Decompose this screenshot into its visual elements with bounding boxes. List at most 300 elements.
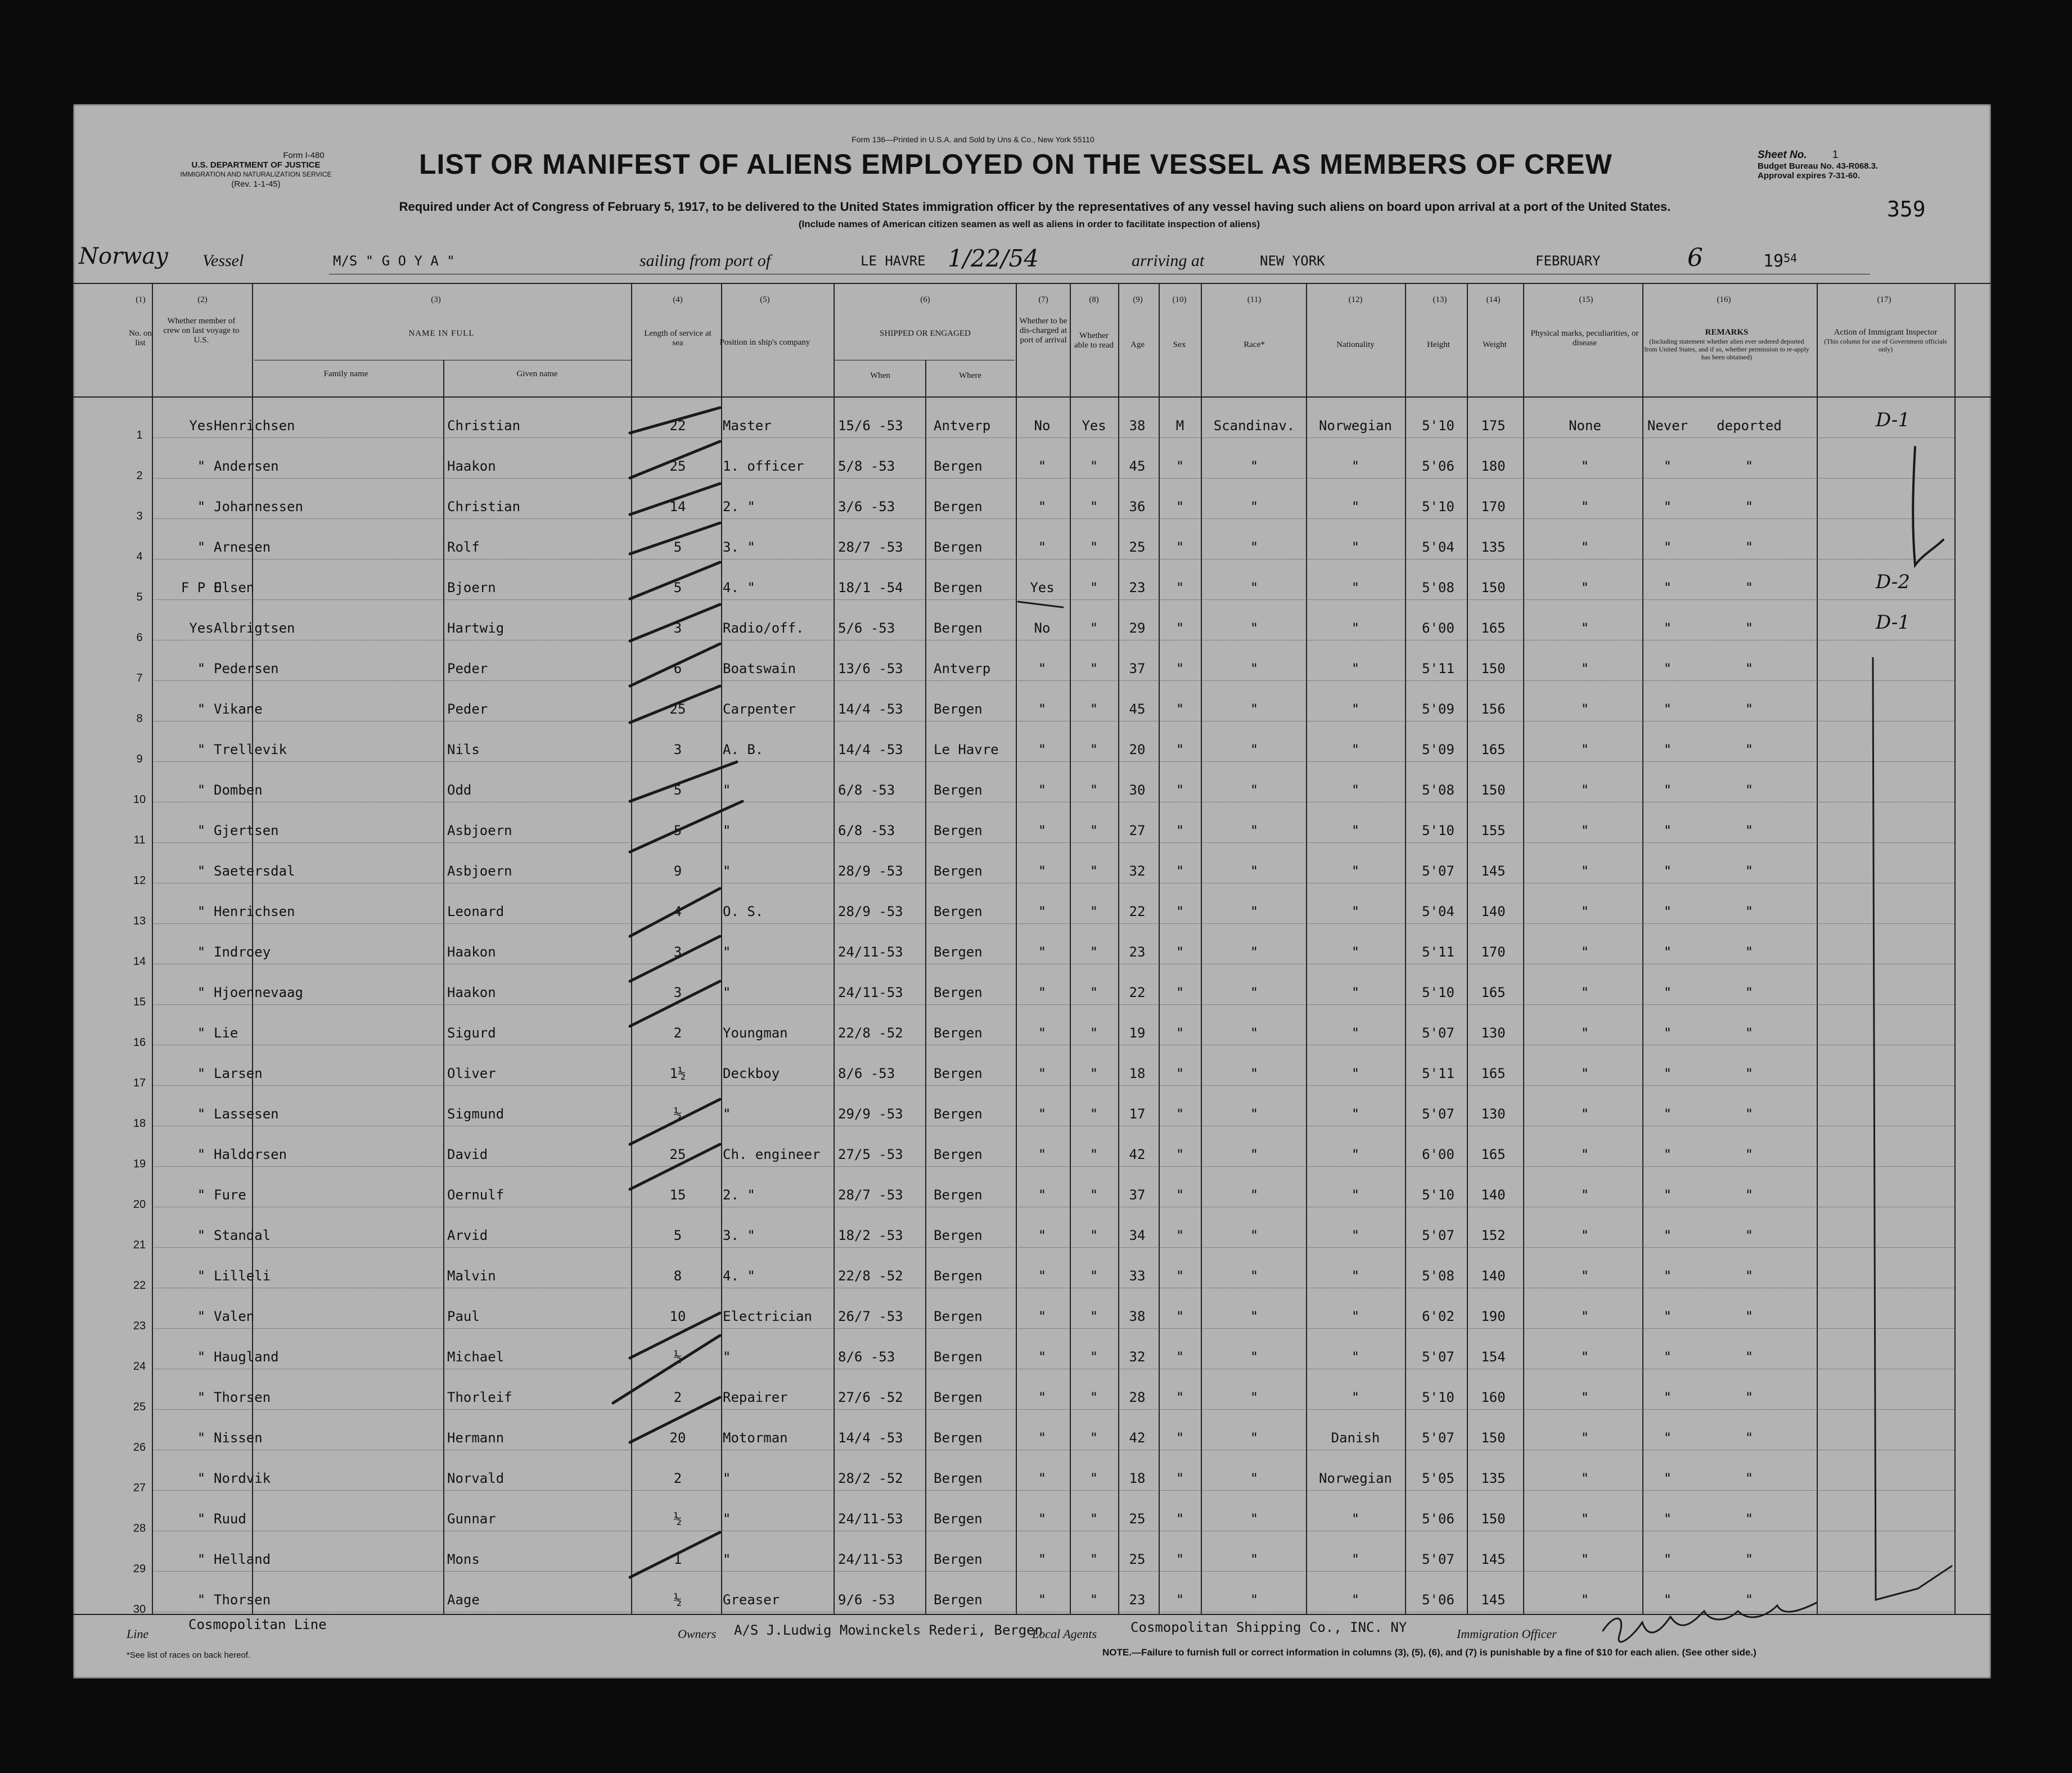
cell-position: ": [723, 1349, 731, 1365]
cell-discharge: No: [1034, 620, 1051, 636]
cell-service: 5: [673, 539, 682, 555]
cell-given: Leonard: [447, 904, 505, 919]
cell-remarks1: ": [1663, 1066, 1672, 1081]
cell-when: 8/6 -53: [838, 1349, 895, 1365]
cell-when: 27/5 -53: [838, 1147, 903, 1162]
cell-given: Thorleif: [447, 1389, 512, 1405]
cell-sex: ": [1175, 985, 1184, 1000]
cell-age: 36: [1129, 499, 1146, 515]
cell-weight: 180: [1481, 458, 1506, 474]
cell-where: Bergen: [934, 701, 983, 717]
col-num-10: (10): [1172, 295, 1187, 304]
cell-height: 5'06: [1422, 1592, 1454, 1608]
cell-remarks1: ": [1663, 1187, 1672, 1203]
action-title: Action of Immigrant Inspector: [1834, 328, 1938, 337]
cell-sex: ": [1175, 458, 1184, 474]
cell-sex: ": [1175, 863, 1184, 879]
cell-family: Thorsen: [214, 1592, 271, 1608]
cell-read: ": [1089, 1349, 1098, 1365]
cell-read: Yes: [1082, 418, 1106, 434]
cell-nationality: ": [1351, 1511, 1360, 1527]
col-num-8: (8): [1089, 295, 1099, 304]
cell-height: 5'05: [1422, 1470, 1454, 1486]
cell-marks: ": [1580, 1066, 1589, 1081]
cell-remarks2: ": [1745, 985, 1754, 1000]
cell-marks: ": [1580, 1228, 1589, 1243]
col-num-11: (11): [1247, 295, 1262, 304]
cell-when: 28/2 -52: [838, 1470, 903, 1486]
cell-remarks1: ": [1663, 944, 1672, 960]
cell-race: ": [1250, 1268, 1259, 1284]
cell-read: ": [1089, 1147, 1098, 1162]
cell-prev: ": [197, 1147, 206, 1162]
col-num-4: (4): [673, 295, 683, 304]
cell-age: 29: [1129, 620, 1146, 636]
cell-read: ": [1089, 1470, 1098, 1486]
cell-weight: 140: [1481, 1187, 1506, 1203]
cell-given: Haakon: [447, 458, 496, 474]
remarks-note: (Including statement whether alien ever ordered deported from United States, and if so, whether permission to re-apply has been obtained): [1644, 337, 1809, 361]
cell-weight: 130: [1481, 1025, 1506, 1041]
cell-when: 27/6 -52: [838, 1389, 903, 1405]
cell-when: 6/8 -53: [838, 782, 895, 798]
cell-nationality: ": [1351, 742, 1360, 757]
cell-age: 23: [1129, 944, 1146, 960]
cell-discharge: ": [1038, 1025, 1047, 1041]
cell-weight: 140: [1481, 1268, 1506, 1284]
cell-remarks2: ": [1745, 1228, 1754, 1243]
cell-when: 13/6 -53: [838, 661, 903, 676]
cell-prev: ": [197, 1551, 206, 1567]
cell-when: 14/4 -53: [838, 742, 903, 757]
cell-remarks1: ": [1663, 863, 1672, 879]
row-number: 7: [136, 672, 143, 684]
cell-marks: ": [1580, 742, 1589, 757]
cell-height: 5'08: [1422, 782, 1454, 798]
cell-position: 3. ": [723, 539, 755, 555]
cell-race: ": [1250, 1470, 1259, 1486]
page-number: 359: [1887, 197, 1926, 222]
cell-where: Bergen: [934, 1551, 983, 1567]
cell-read: ": [1089, 1592, 1098, 1608]
cell-marks: ": [1580, 458, 1589, 474]
cell-height: 5'06: [1422, 1511, 1454, 1527]
discharge-yes-underline: [1018, 602, 1063, 607]
service-strike-5: [630, 562, 720, 599]
cell-prev: Yes: [189, 620, 214, 636]
cell-marks: ": [1580, 539, 1589, 555]
cell-sex: ": [1175, 1228, 1184, 1243]
cell-discharge: ": [1038, 1511, 1047, 1527]
form-id: Form I-480: [283, 151, 325, 160]
cell-sex: ": [1175, 1470, 1184, 1486]
cell-given: David: [447, 1147, 488, 1162]
cell-prev: ": [197, 1106, 206, 1122]
cell-where: Bergen: [934, 1187, 983, 1203]
cell-given: Paul: [447, 1309, 480, 1324]
cell-when: 22/8 -52: [838, 1268, 903, 1284]
service-strike-11: [630, 888, 720, 936]
cell-weight: 150: [1481, 661, 1506, 676]
cell-nationality: ": [1351, 1551, 1360, 1567]
cell-height: 5'08: [1422, 1268, 1454, 1284]
cell-remarks1: ": [1663, 458, 1672, 474]
cell-age: 18: [1129, 1470, 1146, 1486]
cell-prev: ": [197, 458, 206, 474]
cell-read: ": [1089, 782, 1098, 798]
cell-sex: ": [1175, 1066, 1184, 1081]
cell-when: 18/1 -54: [838, 580, 903, 595]
cell-position: Carpenter: [723, 701, 796, 717]
cell-prev: ": [197, 539, 206, 555]
cell-nationality: ": [1351, 499, 1360, 515]
cell-weight: 165: [1481, 985, 1506, 1000]
cell-weight: 150: [1481, 580, 1506, 595]
cell-family: Larsen: [214, 1066, 263, 1081]
cell-weight: 154: [1481, 1349, 1506, 1365]
cell-position: ": [723, 782, 731, 798]
cell-nationality: ": [1351, 1228, 1360, 1243]
cell-age: 25: [1129, 539, 1146, 555]
cell-position: Youngman: [723, 1025, 788, 1041]
header-family-name: Family name: [323, 369, 368, 378]
header-height: Height: [1427, 340, 1450, 349]
cell-given: Asbjoern: [447, 863, 512, 879]
cell-service: 9: [673, 863, 682, 879]
cell-family: Pedersen: [214, 661, 279, 676]
cell-position: ": [723, 985, 731, 1000]
cell-service: 5: [673, 580, 682, 595]
cell-where: Antverp: [934, 418, 991, 434]
cell-remarks2: ": [1745, 1349, 1754, 1365]
service-strike-12: [630, 936, 720, 981]
cell-race: ": [1250, 863, 1259, 879]
cell-sex: ": [1175, 823, 1184, 838]
cell-sex: ": [1175, 539, 1184, 555]
cell-read: ": [1089, 539, 1098, 555]
col-num-9: (9): [1133, 295, 1143, 304]
cell-remarks1: ": [1663, 701, 1672, 717]
cell-age: 30: [1129, 782, 1146, 798]
cell-weight: 165: [1481, 1147, 1506, 1162]
cell-nationality: ": [1351, 539, 1360, 555]
cell-race: ": [1250, 661, 1259, 676]
cell-marks: ": [1580, 1147, 1589, 1162]
cell-nationality: ": [1351, 1268, 1360, 1284]
col-num-3: (3): [431, 295, 441, 304]
cell-remarks1: ": [1663, 1592, 1672, 1608]
cell-age: 27: [1129, 823, 1146, 838]
cell-family: Indroey: [214, 944, 271, 960]
cell-remarks2: ": [1745, 1389, 1754, 1405]
vessel-name: M/S " G O Y A ": [333, 253, 455, 269]
cell-marks: ": [1580, 985, 1589, 1000]
cell-nationality: Danish: [1331, 1430, 1380, 1446]
cell-discharge: Yes: [1030, 580, 1055, 595]
cell-weight: 170: [1481, 499, 1506, 515]
row-number: 29: [133, 1563, 146, 1575]
cell-service: ½: [673, 1592, 682, 1608]
cell-nationality: Norwegian: [1318, 418, 1393, 434]
year-prefix: 19: [1763, 251, 1784, 271]
cell-position: ": [723, 1511, 731, 1527]
cell-remarks2: ": [1745, 1470, 1754, 1486]
cell-race: ": [1250, 823, 1259, 838]
cell-family: Gjertsen: [214, 823, 279, 838]
cell-height: 5'07: [1422, 863, 1454, 879]
cell-where: Bergen: [934, 1511, 983, 1527]
cell-remarks2: ": [1745, 539, 1754, 555]
row-number: 19: [133, 1158, 146, 1170]
row-number: 18: [133, 1117, 146, 1130]
cell-given: Hartwig: [447, 620, 505, 636]
cell-when: 24/11-53: [838, 985, 903, 1000]
cell-position: O. S.: [723, 904, 764, 919]
cell-given: Oliver: [447, 1066, 496, 1081]
cell-marks: ": [1580, 1592, 1589, 1608]
cell-service: 6: [673, 661, 682, 676]
cell-discharge: ": [1038, 1389, 1047, 1405]
cell-race: ": [1250, 1147, 1259, 1162]
cell-discharge: ": [1038, 1309, 1047, 1324]
cell-where: Bergen: [934, 1430, 983, 1446]
cell-height: 5'06: [1422, 458, 1454, 474]
cell-position: Boatswain: [723, 661, 796, 676]
cell-prev: ": [197, 1389, 206, 1405]
cell-race: ": [1250, 1389, 1259, 1405]
cell-service: 4: [673, 904, 682, 919]
service-strike-3: [630, 484, 720, 515]
cell-position: Repairer: [723, 1389, 788, 1405]
cell-race: ": [1250, 539, 1259, 555]
cell-where: Bergen: [934, 458, 983, 474]
arrival-day: 6: [1687, 243, 1703, 272]
cell-age: 42: [1129, 1147, 1146, 1162]
cell-nationality: ": [1351, 1187, 1360, 1203]
inspector-check-mark: [1913, 447, 1943, 565]
arriving-label: arriving at: [1132, 251, 1205, 270]
cell-remarks2: ": [1745, 1187, 1754, 1203]
cell-race: ": [1250, 904, 1259, 919]
cell-read: ": [1089, 661, 1098, 676]
cell-when: 5/8 -53: [838, 458, 895, 474]
line-label: Line: [127, 1627, 149, 1641]
cell-sex: ": [1175, 742, 1184, 757]
service-strike-10: [630, 801, 742, 852]
cell-height: 5'07: [1422, 1025, 1454, 1041]
cell-remarks1: ": [1663, 539, 1672, 555]
cell-given: Oernulf: [447, 1187, 505, 1203]
cell-read: ": [1089, 580, 1098, 595]
cell-sex: ": [1175, 1511, 1184, 1527]
cell-weight: 145: [1481, 1592, 1506, 1608]
cell-nationality: ": [1351, 823, 1360, 838]
cell-when: 9/6 -53: [838, 1592, 895, 1608]
cell-discharge: ": [1038, 944, 1047, 960]
service-strike-8: [630, 686, 720, 723]
cell-prev: ": [197, 782, 206, 798]
cell-remarks1: ": [1663, 1551, 1672, 1567]
cell-discharge: ": [1038, 1551, 1047, 1567]
cell-height: 5'11: [1422, 1066, 1454, 1081]
cell-marks: ": [1580, 904, 1589, 919]
cell-remarks1: ": [1663, 823, 1672, 838]
col-num-5: (5): [760, 295, 770, 304]
cell-read: ": [1089, 620, 1098, 636]
cell-where: Bergen: [934, 944, 983, 960]
cell-read: ": [1089, 1066, 1098, 1081]
cell-service: 20: [669, 1430, 686, 1446]
cell-remarks2: ": [1745, 1147, 1754, 1162]
cell-family: Standal: [214, 1228, 271, 1243]
cell-weight: 156: [1481, 701, 1506, 717]
row-number: 22: [133, 1279, 146, 1292]
cell-height: 5'10: [1422, 499, 1454, 515]
cell-sex: ": [1175, 1389, 1184, 1405]
cell-age: 32: [1129, 1349, 1146, 1365]
cell-remarks2: ": [1745, 904, 1754, 919]
cell-remarks1: ": [1663, 661, 1672, 676]
cell-sex: ": [1175, 1551, 1184, 1567]
cell-remarks2: ": [1745, 701, 1754, 717]
agents-name: Cosmopolitan Shipping Co., INC. NY: [1130, 1619, 1407, 1635]
service-strike-16: [630, 1313, 720, 1358]
cell-remarks1: ": [1663, 1309, 1672, 1324]
cell-read: ": [1089, 1268, 1098, 1284]
inspector-bracket-line: [1873, 658, 1952, 1600]
header-discharged: Whether to be dis-charged at port of arrival: [1019, 317, 1067, 345]
cell-weight: 190: [1481, 1309, 1506, 1324]
cell-height: 5'07: [1422, 1349, 1454, 1365]
cell-age: 17: [1129, 1106, 1146, 1122]
cell-position: ": [723, 823, 731, 838]
cell-sex: ": [1175, 904, 1184, 919]
cell-service: ½: [673, 1349, 682, 1365]
cell-remarks2: ": [1745, 580, 1754, 595]
cell-weight: 140: [1481, 904, 1506, 919]
cell-height: 5'07: [1422, 1106, 1454, 1122]
cell-marks: ": [1580, 1268, 1589, 1284]
sailing-label: sailing from port of: [639, 251, 771, 270]
cell-family: Thorsen: [214, 1389, 271, 1405]
cell-remarks1: ": [1663, 904, 1672, 919]
cell-remarks1: ": [1663, 1511, 1672, 1527]
cell-read: ": [1089, 742, 1098, 757]
cell-when: 24/11-53: [838, 1511, 903, 1527]
cell-when: 28/7 -53: [838, 1187, 903, 1203]
cell-discharge: ": [1038, 782, 1047, 798]
cell-prev: F P E: [181, 580, 222, 595]
cell-position: Ch. engineer: [723, 1147, 821, 1162]
cell-service: 3: [673, 620, 682, 636]
row-number: 12: [133, 874, 146, 887]
cell-sex: ": [1175, 620, 1184, 636]
cell-discharge: ": [1038, 1066, 1047, 1081]
cell-height: 5'09: [1422, 742, 1454, 757]
cell-remarks1: ": [1663, 1389, 1672, 1405]
row-number: 4: [136, 551, 143, 563]
row-number: 3: [136, 510, 143, 522]
service-strike-4: [630, 523, 720, 554]
cell-age: 23: [1129, 1592, 1146, 1608]
cell-age: 22: [1129, 985, 1146, 1000]
cell-discharge: ": [1038, 1187, 1047, 1203]
header-no-on-list: No. on list: [129, 329, 152, 348]
cell-remarks2: ": [1745, 1309, 1754, 1324]
cell-race: Scandinav.: [1213, 418, 1295, 434]
cell-age: 25: [1129, 1511, 1146, 1527]
year-suffix: 54: [1783, 251, 1798, 265]
col-num-6: (6): [920, 295, 930, 304]
cell-height: 5'10: [1422, 1389, 1454, 1405]
cell-race: ": [1250, 1309, 1259, 1324]
cell-when: 15/6 -53: [838, 418, 903, 434]
cell-nationality: ": [1351, 661, 1360, 676]
cell-nationality: ": [1351, 701, 1360, 717]
cell-where: Bergen: [934, 904, 983, 919]
cell-read: ": [1089, 1430, 1098, 1446]
cell-service: 5: [673, 823, 682, 838]
cell-family: Lassesen: [214, 1106, 279, 1122]
row-number: 28: [133, 1522, 146, 1535]
cell-service: ½: [673, 1106, 682, 1122]
service-strike-15: [630, 1144, 720, 1189]
cell-discharge: ": [1038, 1106, 1047, 1122]
cell-marks: ": [1580, 1025, 1589, 1041]
cell-race: ": [1250, 985, 1259, 1000]
cell-marks: ": [1580, 1309, 1589, 1324]
cell-where: Antverp: [934, 661, 991, 676]
cell-age: 33: [1129, 1268, 1146, 1284]
cell-discharge: ": [1038, 1268, 1047, 1284]
cell-given: Peder: [447, 661, 488, 676]
cell-where: Bergen: [934, 1106, 983, 1122]
cell-prev: ": [197, 1309, 206, 1324]
cell-age: 45: [1129, 701, 1146, 717]
cell-prev: ": [197, 985, 206, 1000]
cell-sex: ": [1175, 1430, 1184, 1446]
cell-family: Olsen: [214, 580, 255, 595]
cell-weight: 135: [1481, 539, 1506, 555]
cell-marks: ": [1580, 499, 1589, 515]
cell-read: ": [1089, 1025, 1098, 1041]
cell-where: Bergen: [934, 499, 983, 515]
cell-family: Nordvik: [214, 1470, 271, 1486]
cell-family: Arnesen: [214, 539, 271, 555]
cell-nationality: ": [1351, 904, 1360, 919]
cell-service: 1: [673, 1551, 682, 1567]
header-position: Position in ship's company: [719, 338, 810, 347]
cell-race: ": [1250, 1430, 1259, 1446]
cell-age: 28: [1129, 1389, 1146, 1405]
cell-when: 6/8 -53: [838, 823, 895, 838]
form-title: LIST OR MANIFEST OF ALIENS EMPLOYED ON THE VESSEL AS MEMBERS OF CREW: [419, 148, 1612, 180]
cell-height: 5'10: [1422, 823, 1454, 838]
cell-nationality: ": [1351, 1349, 1360, 1365]
cell-action: D-1: [1876, 409, 1911, 431]
cell-read: ": [1089, 1551, 1098, 1567]
cell-read: ": [1089, 1106, 1098, 1122]
cell-height: 5'07: [1422, 1551, 1454, 1567]
cell-remarks2: ": [1745, 782, 1754, 798]
cell-given: Peder: [447, 701, 488, 717]
cell-remarks2: deported: [1717, 418, 1782, 434]
cell-given: Christian: [447, 418, 521, 434]
cell-remarks1: ": [1663, 1430, 1672, 1446]
races-footnote: *See list of races on back hereof.: [127, 1650, 251, 1660]
cell-marks: ": [1580, 661, 1589, 676]
cell-family: Johannessen: [214, 499, 303, 515]
